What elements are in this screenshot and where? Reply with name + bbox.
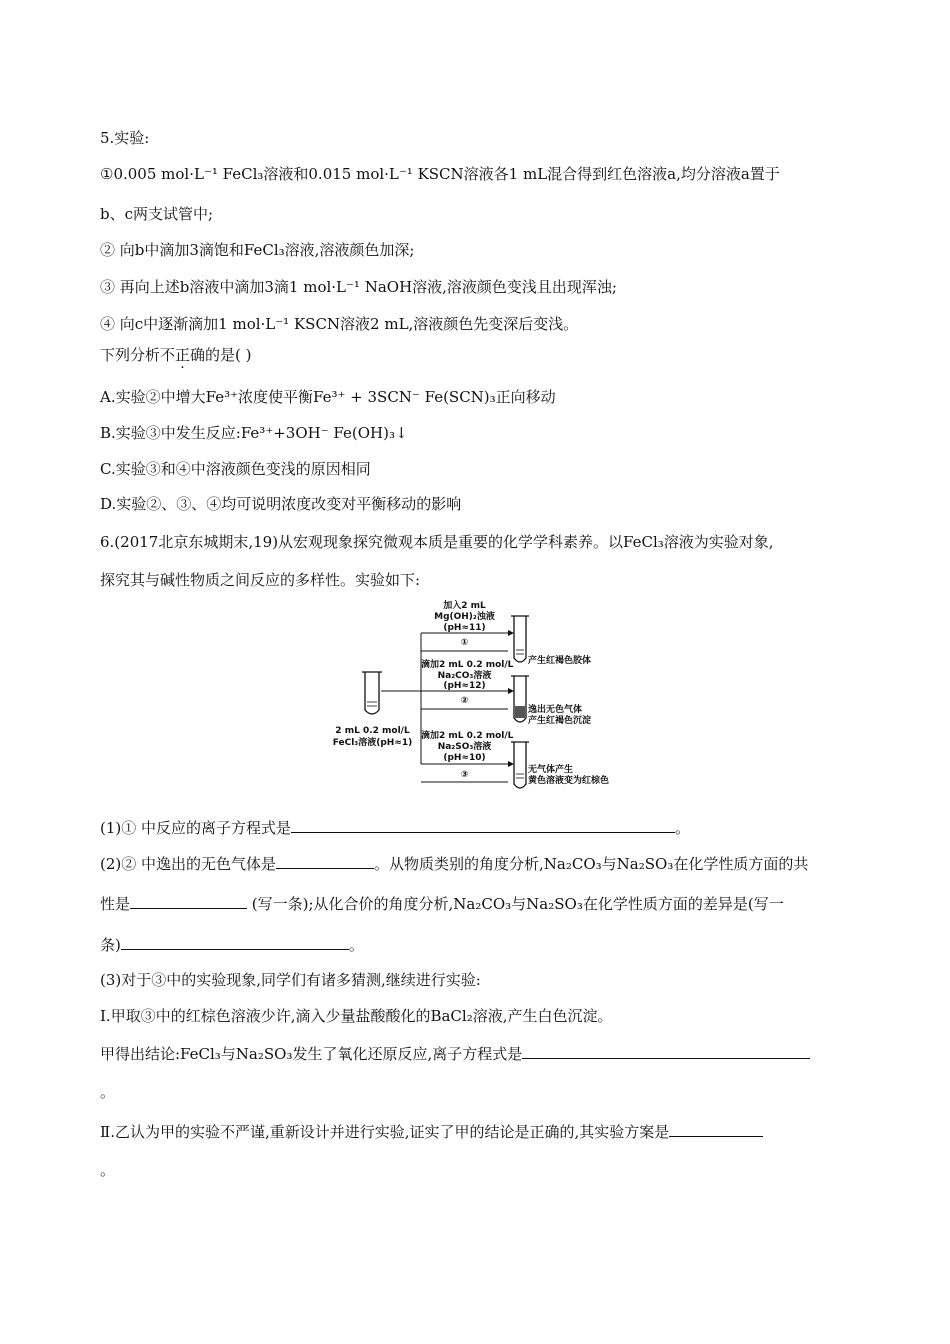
q6-part3-i-end: 。 bbox=[100, 1083, 116, 1101]
branch1-label-2: Mg(OH)₂浊液 bbox=[434, 612, 495, 622]
answer-blank-1[interactable] bbox=[291, 816, 675, 833]
q6-part3-ii bbox=[100, 1120, 763, 1142]
q6-intro-line2: 探究其与碱性物质之间反应的多样性。实验如下: bbox=[100, 571, 421, 589]
branch2-result-2: 产生红褐色沉淀 bbox=[528, 716, 592, 726]
branch1-label-3: (pH≈11) bbox=[443, 623, 486, 633]
q6-part3-ii-text: Ⅱ.乙认为甲的实验不严谨,重新设计并进行实验,证实了甲的结论是正确的,其实验方案是 bbox=[100, 1123, 670, 1141]
q5-option-c: C.实验③和④中溶液颜色变浅的原因相同 bbox=[100, 460, 371, 478]
source-label-2: FeCl₃溶液(pH≈1) bbox=[332, 738, 413, 748]
result-tube-1 bbox=[511, 616, 529, 662]
branch1-number: ① bbox=[460, 638, 469, 648]
answer-blank-4[interactable] bbox=[121, 933, 349, 950]
branch3-result-1: 无气体产生 bbox=[528, 765, 574, 775]
q6-part2-text-b: 。从物质类别的角度分析,Na₂CO₃与Na₂SO₃在化学性质方面的共 bbox=[374, 855, 809, 873]
q5-step3: ③ 再向上述b溶液中滴加3滴1 mol·L⁻¹ NaOH溶液,溶液颜色变浅且出现浑浊; bbox=[100, 278, 617, 296]
q6-part2-text-c: 性是 bbox=[100, 895, 131, 913]
q6-part3-ii-end: 。 bbox=[100, 1161, 116, 1179]
branch2-result-1: 逸出无色气体 bbox=[528, 705, 583, 715]
branch3-result-2: 黄色溶液变为红棕色 bbox=[528, 776, 610, 786]
q6-part1-end: 。 bbox=[675, 819, 691, 837]
q5-step1-line1: ①0.005 mol·L⁻¹ FeCl₃溶液和0.015 mol·L⁻¹ KSCN溶液各1 mL混合得到红色溶液a,均分溶液a置于 bbox=[100, 165, 780, 183]
q6-intro-line1: 6.(2017北京东城期末,19)从宏观现象探究微观本质是重要的化学学科素养。以FeCl₃溶液为实验对象, bbox=[100, 533, 774, 551]
q6-part1-text: (1)① 中反应的离子方程式是 bbox=[100, 819, 292, 837]
q6-part2-text-d: (写一条);从化合价的角度分析,Na₂CO₃与Na₂SO₃在化学性质方面的差异是(写一 bbox=[247, 895, 784, 913]
answer-blank-5[interactable] bbox=[522, 1042, 810, 1059]
q6-part2-text-a: (2)② 中逸出的无色气体是 bbox=[100, 855, 277, 873]
q6-part1 bbox=[100, 816, 690, 838]
answer-blank-6[interactable] bbox=[669, 1120, 763, 1137]
q6-part2-line3 bbox=[100, 933, 364, 955]
answer-blank-2[interactable] bbox=[276, 852, 374, 869]
branch2-label-2: Na₂CO₃溶液 bbox=[437, 671, 492, 681]
q6-part2-text-f: 。 bbox=[348, 936, 364, 954]
branch2-label-3: (pH≈12) bbox=[443, 681, 486, 691]
q6-part2-line1 bbox=[100, 852, 808, 874]
answer-blank-3[interactable] bbox=[130, 892, 247, 909]
branch3-label-3: (pH≈10) bbox=[443, 753, 486, 763]
source-label-1: 2 mL 0.2 mol/L bbox=[335, 726, 410, 736]
branch2-label-1: 滴加2 mL 0.2 mol/L bbox=[421, 660, 514, 670]
result-tube-3 bbox=[511, 742, 529, 788]
q5-option-a: A.实验②中增大Fe³⁺浓度使平衡Fe³⁺ + 3SCN⁻ Fe(SCN)₃正向移动 bbox=[100, 388, 556, 406]
q6-part3-i-conclusion-text: 甲得出结论:FeCl₃与Na₂SO₃发生了氧化还原反应,离子方程式是 bbox=[100, 1045, 523, 1063]
branch1-result: 产生红褐色胶体 bbox=[528, 656, 592, 666]
q6-part2-line2 bbox=[100, 892, 784, 914]
branch1-label-1: 加入2 mL bbox=[443, 601, 486, 611]
experiment-diagram bbox=[325, 598, 635, 798]
q5-title: 5.实验: bbox=[100, 129, 150, 147]
q6-part3-i: Ⅰ.甲取③中的红棕色溶液少许,滴入少量盐酸酸化的BaCl₂溶液,产生白色沉淀。 bbox=[100, 1007, 613, 1025]
q5-question-post: 的是( ) bbox=[205, 346, 252, 364]
q5-question-emphasis: 不正确 bbox=[160, 346, 206, 364]
q5-question-pre: 下列分析 bbox=[100, 346, 161, 364]
q6-part3-i-conclusion bbox=[100, 1042, 810, 1064]
branch3-label-2: Na₂SO₃溶液 bbox=[437, 742, 492, 752]
q5-step2: ② 向b中滴加3滴饱和FeCl₃溶液,溶液颜色加深; bbox=[100, 241, 415, 259]
source-test-tube bbox=[362, 672, 382, 714]
q5-step1-line2: b、c两支试管中; bbox=[100, 205, 214, 223]
q5-question bbox=[100, 345, 252, 365]
branch3-label-1: 滴加2 mL 0.2 mol/L bbox=[421, 731, 514, 741]
q5-option-b: B.实验③中发生反应:Fe³⁺+3OH⁻ Fe(OH)₃↓ bbox=[100, 424, 408, 442]
branch3-number: ③ bbox=[460, 770, 469, 780]
q5-option-d: D.实验②、③、④均可说明浓度改变对平衡移动的影响 bbox=[100, 495, 462, 513]
q6-part3: (3)对于③中的实验现象,同学们有诸多猜测,继续进行实验: bbox=[100, 971, 481, 989]
branch2-number: ② bbox=[460, 696, 469, 706]
q5-step4: ④ 向c中逐渐滴加1 mol·L⁻¹ KSCN溶液2 mL,溶液颜色先变深后变浅。 bbox=[100, 315, 579, 333]
q6-part2-text-e: 条) bbox=[100, 936, 121, 954]
